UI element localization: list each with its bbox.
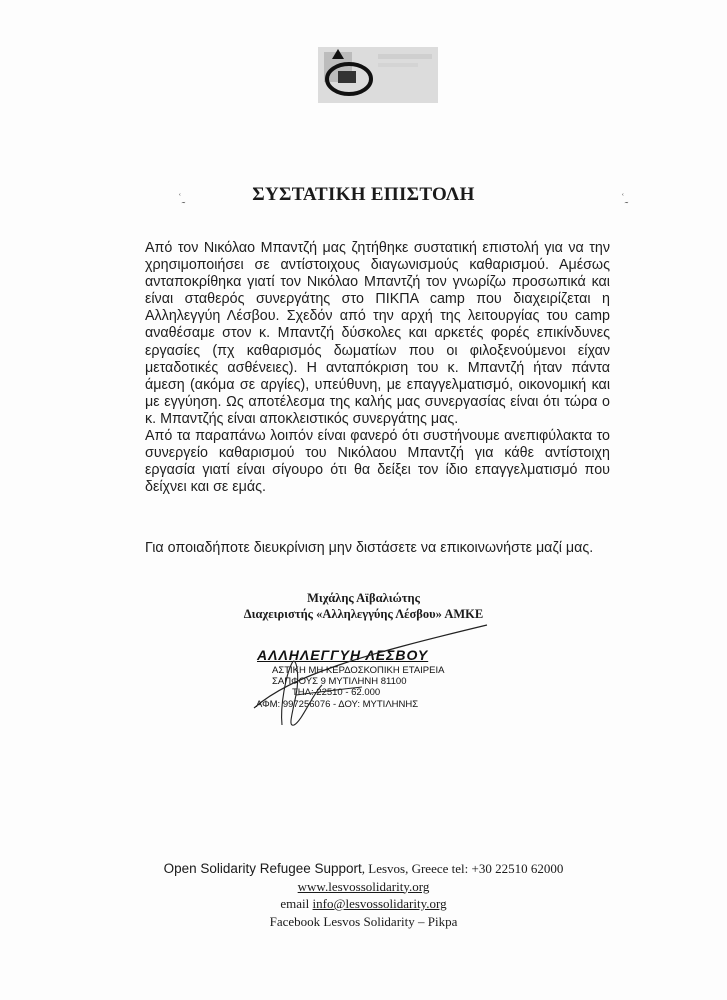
letter-body (145, 240, 610, 496)
stamp-line: ΑΣΤΙΚΗ ΜΗ ΚΕΡΔΟΣΚΟΠΙΚΗ ΕΤΑΙΡΕΙΑ (272, 665, 445, 676)
website-link[interactable]: www.lesvossolidarity.org (297, 878, 430, 894)
letter-footer (0, 860, 727, 930)
handwritten-signature (252, 615, 502, 735)
scan-speck-right: ʿ˷ (621, 192, 629, 204)
email-link[interactable]: info@lesvossolidarity.org (312, 896, 447, 911)
stamp-org-name: ΑΛΛΗΛΕΓΓΥΗ ΛΕΣΒΟΥ (257, 647, 429, 663)
stamp-line: ΑΦΜ: 997256076 - ΔΟΥ: ΜΥΤΙΛΗΝΗΣ (256, 699, 419, 710)
body-paragraph-1: Από τον Νικόλαο Μπαντζή μας ζητήθηκε συστατική επιστολή για να την χρησιμοποιήσει σε αντίστοιχους διαγωνισμούς καθαρισμού. Αμέσως ανταποκρίθηκα γιατί τον Νικόλαο Μπαντζή τον γνωρίζω προσωπικά και είναι σταθερός συνεργάτης στο ΠΙΚΠΑ camp που διαχειρίζεται η Αλληλεγγύη Λέσβου. Σχεδόν από την αρχή της λειτουργίας του camp αναθέσαμε στον κ. Μπαντζή δύσκολες και αρκετές φορές επικίνδυνες εργασίες (πχ καθαρισμός δωματίων που οι φιλοξενούμενοι είχαν μεταδοτικές ασθένειες). Η ανταπόκριση του κ. Μπαντζή ήταν πάντα άμεση (ακόμα σε αργίες), υπεύθυνη, με επαγγελματισμό, οικονομική και με εγγύηση. Ως αποτέλεσμα της καλής μας συνεργασίας είναι ότι τώρα ο κ. Μπαντζής είναι αποκλειστικός συνεργάτης μας. (145, 240, 610, 427)
stamp-line: ΤΗΛ: 22510 - 62.000 (292, 687, 381, 698)
lesvos-solidarity-logo (318, 47, 438, 103)
organization-stamp (252, 615, 502, 735)
footer-org-name: Open Solidarity Refugee Support (163, 861, 362, 876)
footer-contact-line (0, 860, 727, 878)
footer-location-tel: , Lesvos, Greece tel: +30 22510 62000 (361, 861, 564, 876)
stamp-line: ΣΑΠΦΟΥΣ 9 ΜΥΤΙΛΗΝΗ 81100 (272, 676, 407, 687)
email-label: email (280, 896, 313, 911)
body-paragraph-2: Από τα παραπάνω λοιπόν είναι φανερό ότι συστήνουμε ανεπιφύλακτα το συνεργείο καθαρισμού του Νικόλαου Μπαντζή για κάθε αντίστοιχη εργασία γιατί είναι σίγουρο ότι θα δείξει τον ίδιο επαγγελματισμό που δείχνει και σε εμάς. (145, 428, 610, 496)
signatory-name: Μιχάλης Αϊβαλιώτης (307, 591, 420, 605)
closing-line: Για οποιαδήποτε διευκρίνιση μην διστάσετε να επικοινωνήστε μαζί μας. (145, 540, 594, 556)
facebook-line: Facebook Lesvos Solidarity – Pikpa (269, 913, 458, 929)
signatory-role: Διαχειριστής «Αλληλεγγύης Λέσβου» ΑΜΚΕ (243, 607, 484, 621)
scan-speck-left: ʿ˷ (178, 192, 186, 204)
letter-title: ΣΥΣΤΑΤΙΚΗ ΕΠΙΣΤΟΛΗ (252, 184, 475, 205)
